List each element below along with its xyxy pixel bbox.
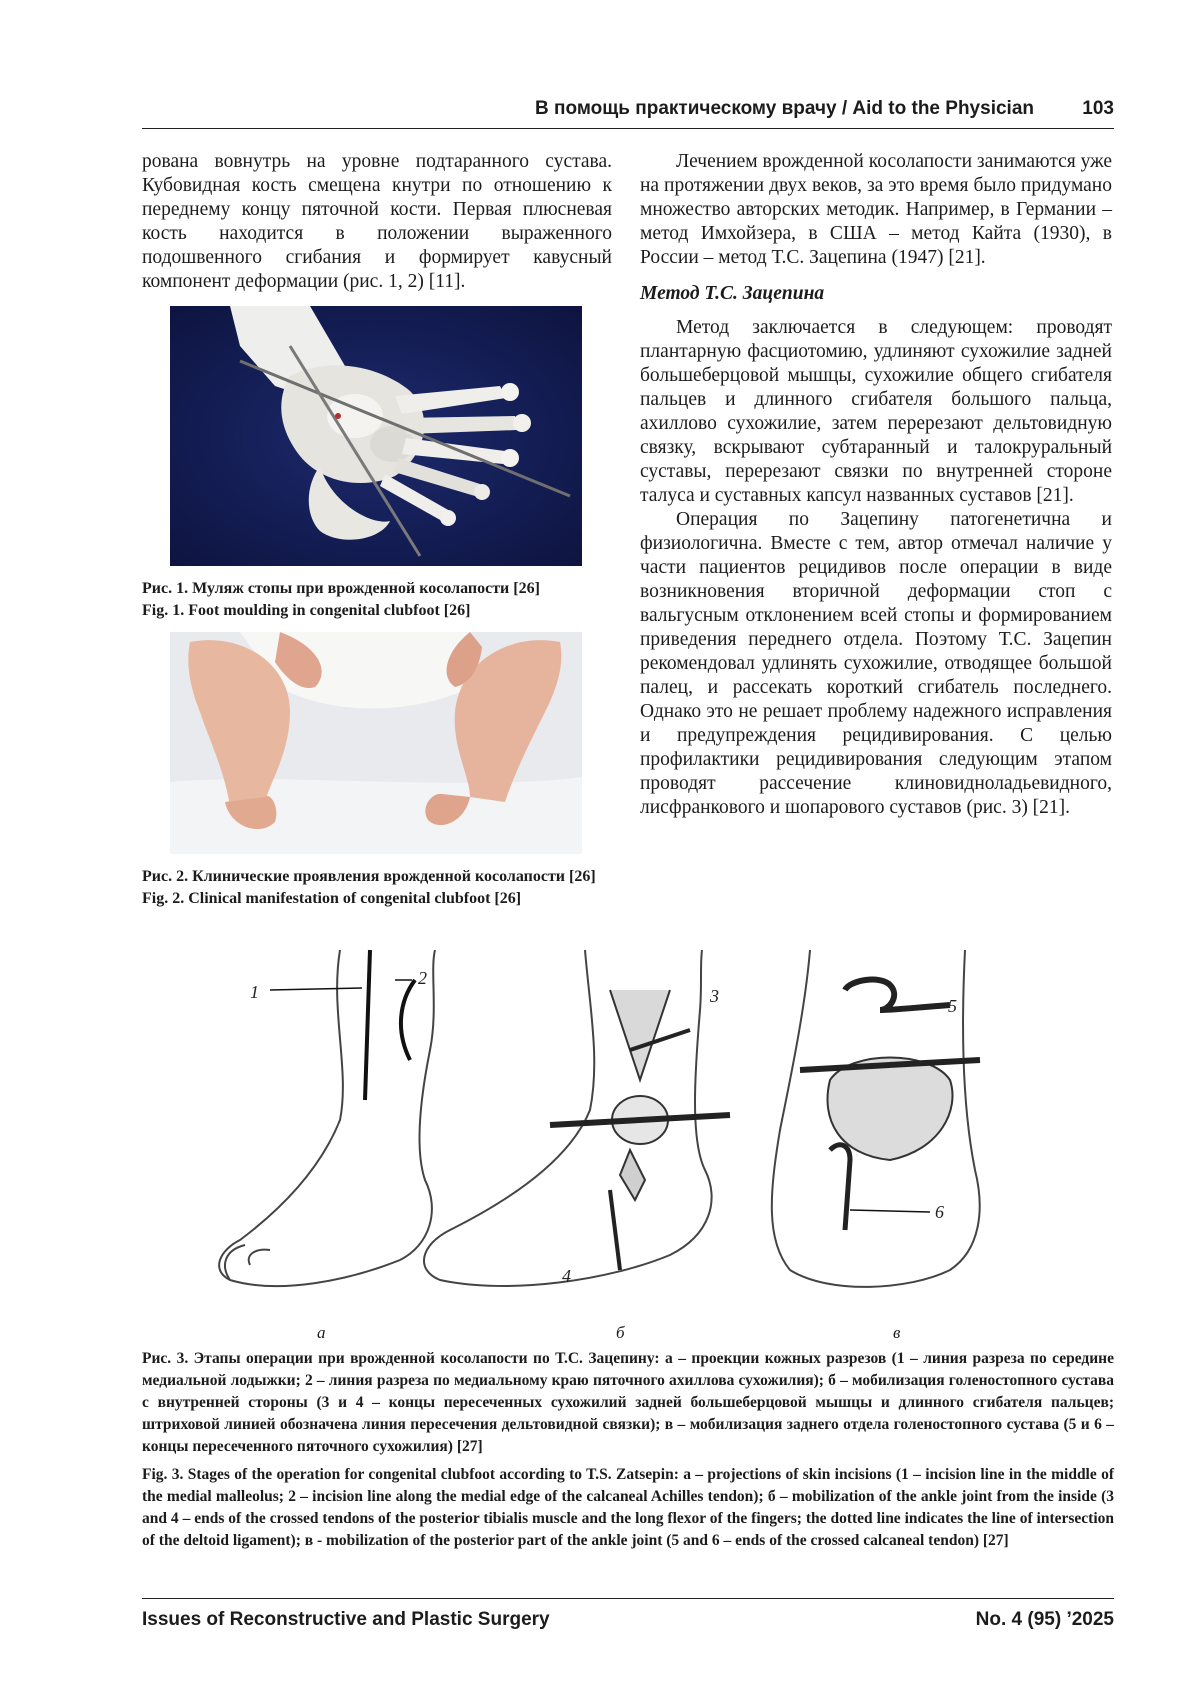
paragraph: Операция по Зацепину патогенетична и физиологична. Вместе с тем, автор отмечал наличие у части пациентов рецидивов после операции в виде возникновения вторичной деформации стоп с вальгусным отклонением всей стопы и формированием приведения переднего отдела. Поэтому Т.С. Зацепин рекомендовал удлинять сухожилие, отводящее большой палец, и рассекать короткий сгибатель последнего. Однако это не решает проблему надежного исправления и предупреждения рецидивирования. С целью профилактики рецидивирования следующим этапом проводят рассечение клиновидноладьевидного, лисфранкового и шопарового суставов (рис. 3) [21].	[640, 509, 1112, 818]
figure3-image	[190, 950, 1060, 1310]
left-column	[142, 150, 612, 294]
caption-ru: Рис. 1. Муляж стопы при врожденной косолапости [26]	[142, 580, 540, 597]
panel-letter-a: а	[317, 1323, 326, 1342]
figure2-caption	[142, 866, 612, 910]
label-5: 5	[948, 996, 957, 1016]
caption-ru: Рис. 2. Клинические проявления врожденной косолапости [26]	[142, 868, 596, 885]
paragraph: Метод заключается в следующем: проводят плантарную фасциотомию, удлиняют сухожилие задней большеберцовой мышцы, сухожилие общего сгибателя пальцев и длинного сгибателя большого пальца, ахиллово сухожилие, затем перерезают дельтовидную связку, вскрывают субтаранный и талокруральный суставы, перерезают связки по внутренней стороне талуса и суставных капсул названных суставов [21].	[640, 317, 1112, 506]
panel-letter-c: в	[893, 1323, 901, 1342]
running-header	[142, 96, 1114, 129]
label-6: 6	[935, 1202, 944, 1222]
paragraph: Лечением врожденной косолапости занимаются уже на протяжении двух веков, за это время было придумано множество авторских методик. Например, в Германии – метод Имхойзера, в США – метод Кайта (1930), в России – метод Т.С. Зацепина (1947) [21].	[640, 151, 1112, 268]
label-2: 2	[418, 968, 427, 988]
figure3-caption-ru: Рис. 3. Этапы операции при врожденной косолапости по Т.С. Зацепину: а – проекции кожных разрезов (1 – линия разреза по середине медиальной лодыжки; 2 – линия разреза по медиальному краю пяточного ахиллова сухожилия); б – мобилизация голеностопного сустава с внутренней стороны (3 и 4 – концы пересеченных сухожилий задней большеберцовой мышцы и длинного сгибателя пальцев; штриховой линией обозначена линия пересечения дельтовидной связки); в – мобилизация заднего отдела голеностопного сустава (5 и 6 – концы пересеченного пяточного сухожилия) [27]	[142, 1350, 1114, 1455]
subheading: Метод Т.С. Зацепина	[640, 283, 825, 304]
issue-number: No. 4 (95) ’2025	[975, 1609, 1114, 1630]
label-1: 1	[250, 982, 259, 1002]
paragraph: рована вовнутрь на уровне подтаранного сустава. Кубовидная кость смещена кнутри по отношению к переднему концу пяточной кости. Первая плюсневая кость находится в положении выраженного подошвенного сгибания и формирует кавусный компонент деформации (рис. 1, 2) [11].	[142, 151, 612, 292]
caption-en: Fig. 2. Clinical manifestation of congenital clubfoot [26]	[142, 890, 522, 907]
running-footer	[142, 1598, 1114, 1639]
figure1-caption	[142, 578, 612, 622]
figure2-image	[170, 632, 582, 854]
right-column	[640, 150, 1112, 820]
figure3-caption-en: Fig. 3. Stages of the operation for congenital clubfoot according to T.S. Zatsepin: а – projections of skin incisions (1 – incision line in the middle of the medial malleolus; 2 – incision line along the medial edge of the calcaneal Achilles tendon); б – mobilization of the ankle joint from the inside (3 and 4 – ends of the crossed tendons of the posterior tibialis muscle and the long flexor of the fingers; the dotted line indicates the line of intersection of the deltoid ligament); в - mobilization of the posterior part of the ankle joint (5 and 6 – ends of the crossed calcaneal tendon) [27]	[142, 1466, 1114, 1549]
journal-title: Issues of Reconstructive and Plastic Surgery	[142, 1609, 550, 1630]
label-4: 4	[562, 1266, 571, 1286]
section-title: В помощь практическому врачу / Aid to the Physician	[535, 98, 1034, 119]
label-3: 3	[710, 986, 719, 1006]
caption-en: Fig. 1. Foot moulding in congenital clubfoot [26]	[142, 602, 471, 619]
figure1-image	[170, 306, 582, 566]
page-number: 103	[1082, 98, 1114, 119]
panel-letter-b: б	[616, 1323, 625, 1342]
